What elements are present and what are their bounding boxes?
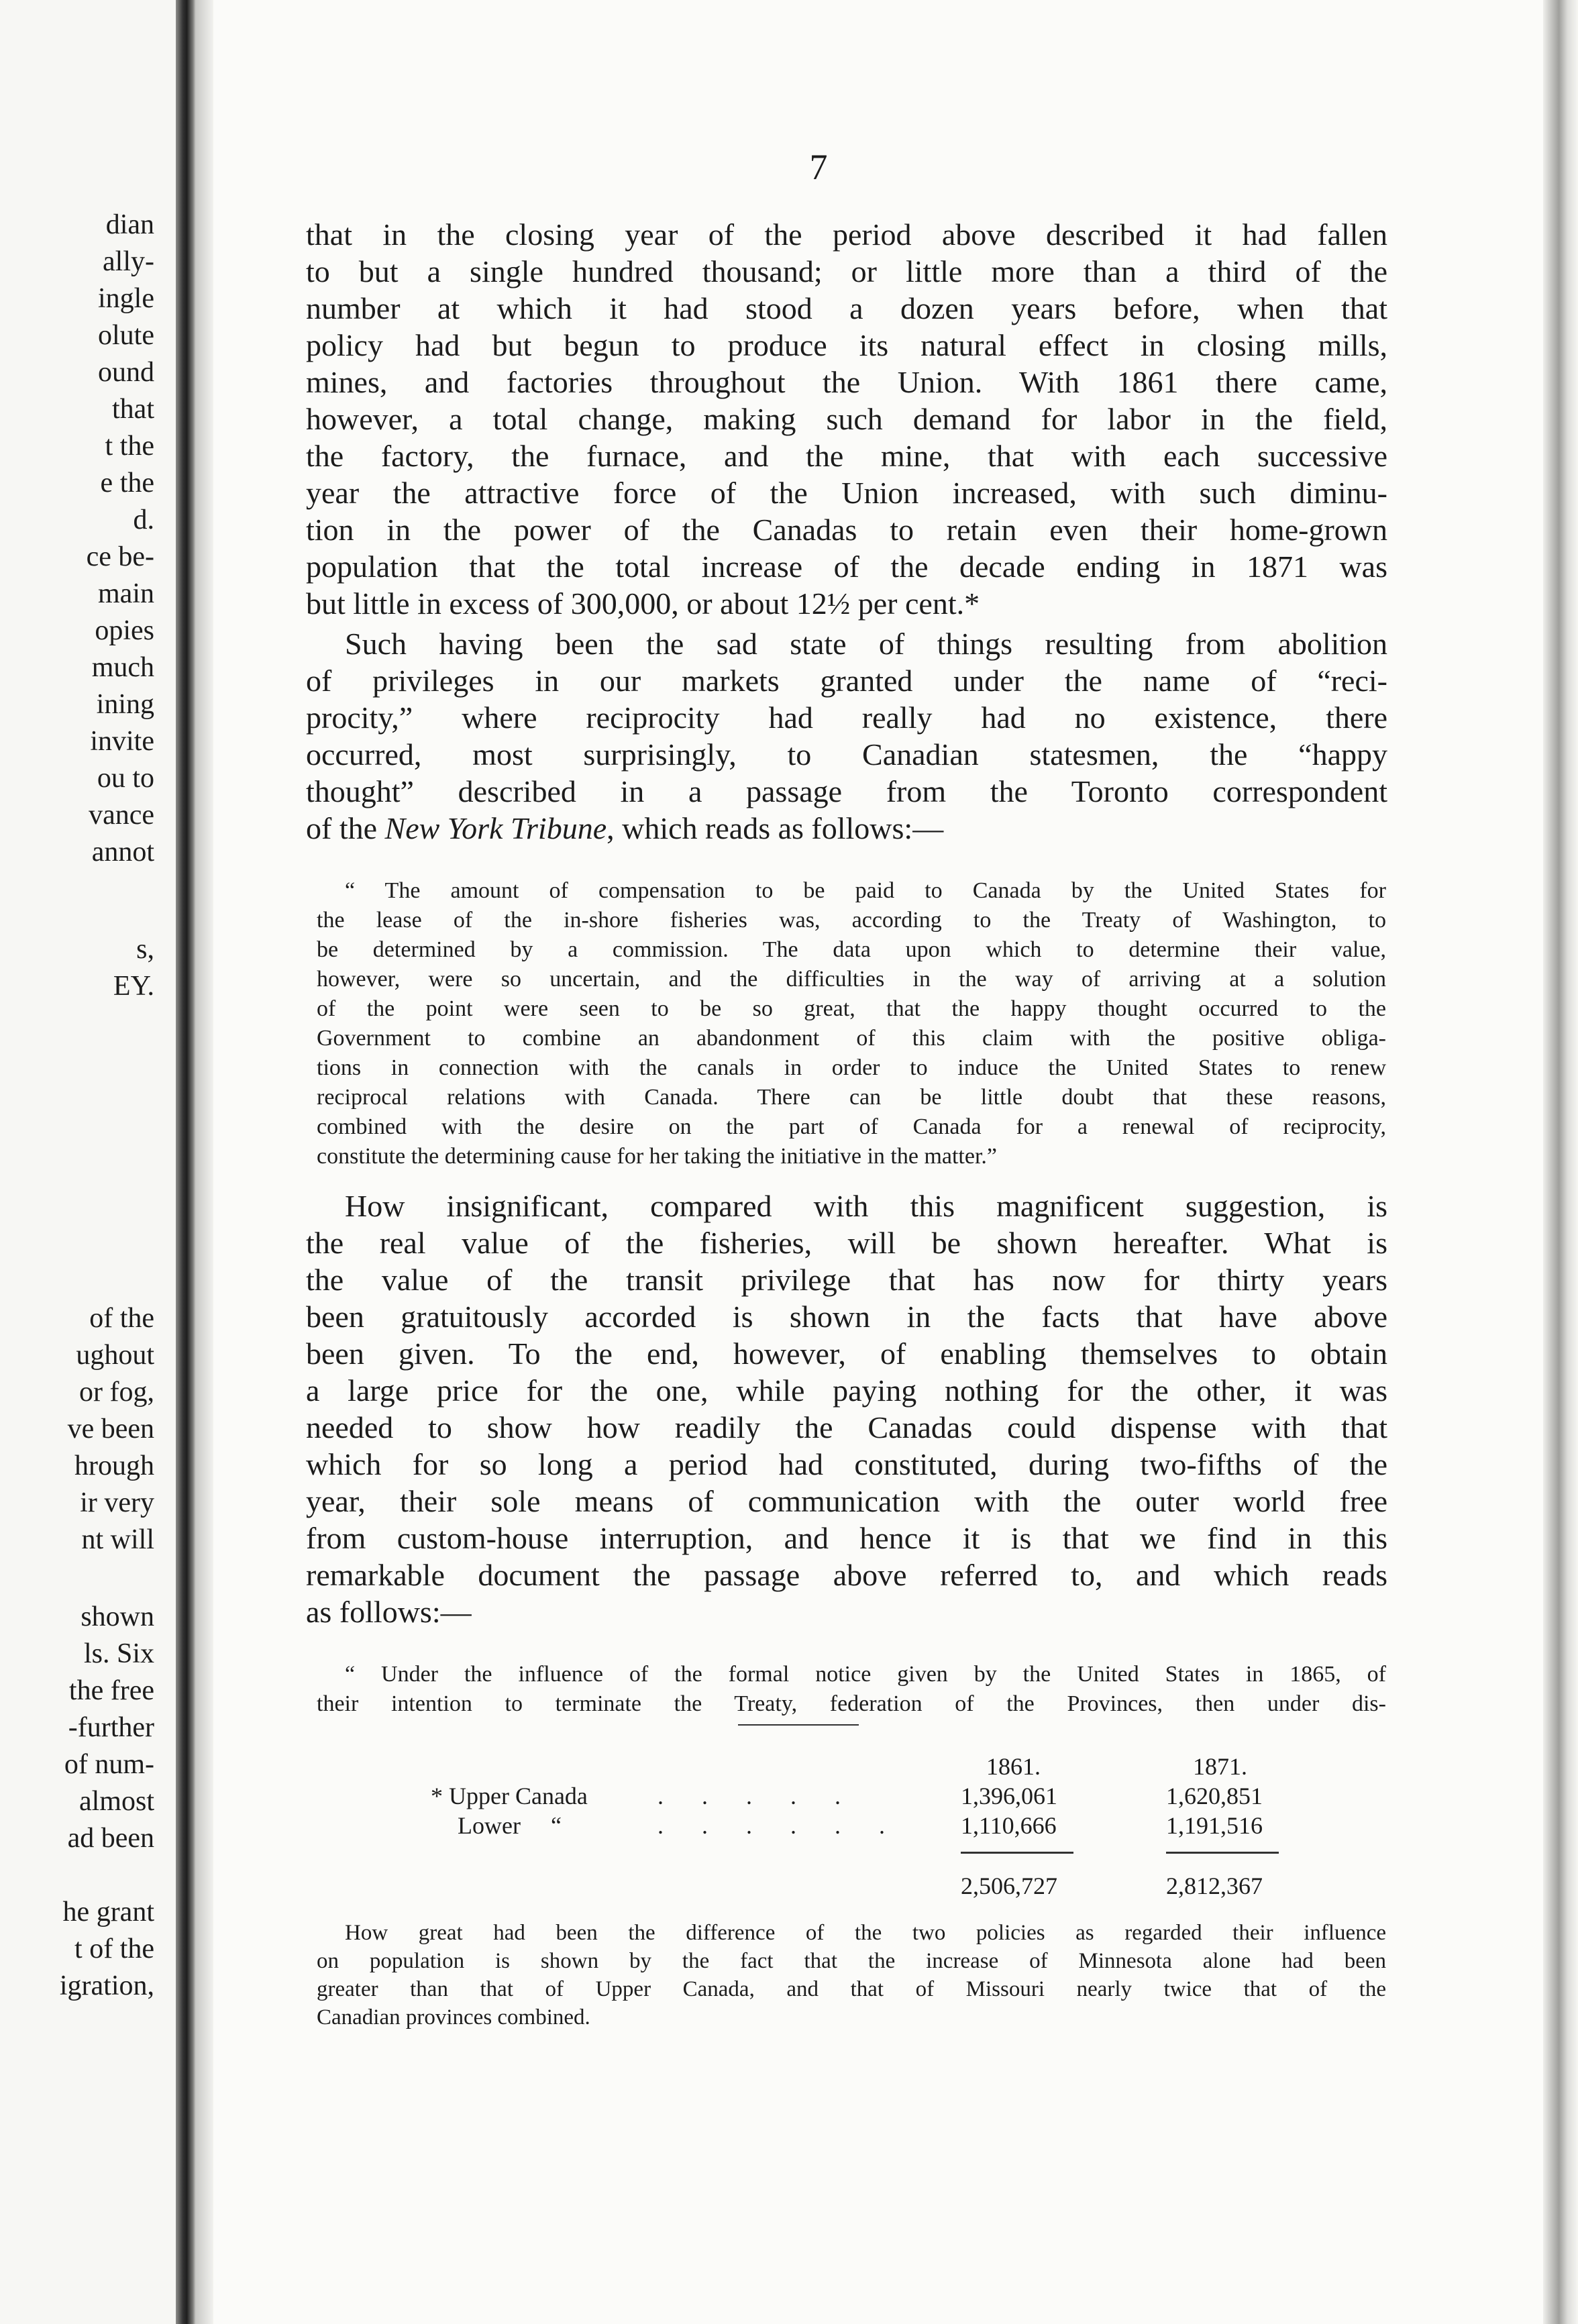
facing-page-fragment: of the	[89, 1303, 154, 1334]
facing-page-fragment: ughout	[76, 1340, 154, 1371]
facing-page-fragment: igration,	[59, 1970, 154, 2001]
text-before: of the	[306, 811, 385, 845]
facing-page-fragment: the free	[68, 1675, 154, 1706]
facing-page-fragment: ingle	[98, 283, 154, 314]
facing-page-fragment: ce be-	[86, 541, 154, 572]
text-line: How insignificant, compared with this magnificent suggestion, is	[345, 1189, 1387, 1223]
facing-page-fragment: invite	[90, 726, 154, 757]
text-line: be determined by a commission. The data upon which to determine their value,	[317, 937, 1386, 962]
text-line: of the point were seen to be so great, that the happy thought occurred to the	[317, 996, 1386, 1021]
facing-page-fragment: ls. Six	[83, 1638, 154, 1669]
facing-page-fragment: that	[112, 394, 154, 425]
upper-1871: 1,620,851	[1166, 1783, 1263, 1809]
facing-page-fragment: ou to	[97, 763, 154, 794]
text-line: “ Under the influence of the formal notice given by the United States in 1865, of	[345, 1662, 1386, 1687]
text-line: remarkable document the passage above referred to, and which reads	[306, 1558, 1387, 1592]
text-line: constitute the determining cause for her taking the initiative in the matter.”	[317, 1144, 998, 1169]
facing-page-fragment: t of the	[74, 1934, 154, 1964]
text-line: the lease of the in-shore fisheries was, according to the Treaty of Washington, to	[317, 908, 1386, 933]
facing-page-fragment: e the	[100, 468, 154, 498]
text-line: been given. To the end, however, of enabling themselves to obtain	[306, 1336, 1387, 1371]
footnote	[317, 1919, 1386, 2031]
text-line: number at which it had stood a dozen years before, when that	[306, 291, 1387, 325]
book-gutter	[176, 0, 196, 2324]
row-leaders-upper: . . . . .	[658, 1783, 857, 1809]
text-line: policy had but begun to produce its natural effect in closing mills,	[306, 328, 1387, 362]
facing-page-fragment: annot	[91, 837, 154, 867]
text-line: How great had been the difference of the two policies as regarded their influence	[345, 1921, 1386, 1945]
facing-page-fragment: ound	[98, 357, 154, 388]
facing-page-fragment: ir very	[80, 1487, 154, 1518]
facing-page-fragment: shown	[81, 1601, 154, 1632]
header-1861: 1861.	[986, 1753, 1041, 1780]
row-label-upper: * Upper Canada	[431, 1783, 588, 1809]
text-line: however, a total change, making such demand for labor in the field,	[306, 402, 1387, 436]
text-line: year the attractive force of the Union increased, with such diminu-	[306, 476, 1387, 510]
gutter-shadow	[196, 0, 213, 2324]
page-number: 7	[809, 147, 828, 187]
text-line: however, were so uncertain, and the difficulties in the way of arriving at a solution	[317, 967, 1386, 992]
text-line: tions in connection with the canals in order to induce the United States to renew	[317, 1055, 1386, 1080]
text-line: the factory, the furnace, and the mine, that with each successive	[306, 439, 1387, 473]
total-1871: 2,812,367	[1166, 1872, 1263, 1899]
paragraph-2	[306, 625, 1387, 847]
text-line: tion in the power of the Canadas to retain even their home-grown	[306, 513, 1387, 547]
facing-page-fragment: ad been	[67, 1823, 154, 1854]
sum-rule-1871	[1166, 1852, 1279, 1854]
upper-1861: 1,396,061	[961, 1783, 1057, 1809]
row-leaders-lower: . . . . . .	[658, 1812, 901, 1839]
text-line: the real value of the fisheries, will be shown hereafter. What is	[306, 1226, 1387, 1260]
quotation-2	[317, 1660, 1386, 1719]
facing-page-fragment: ining	[96, 689, 154, 720]
facing-page-fragment: EY.	[113, 971, 154, 1002]
text-line: thought” described in a passage from the Toronto correspondent	[306, 774, 1387, 808]
text-line: a large price for the one, while paying nothing for the other, it was	[306, 1373, 1387, 1408]
text-line: to but a single hundred thousand; or little more than a third of the	[306, 254, 1387, 288]
facing-page-fragment: olute	[98, 320, 154, 351]
text-line: from custom-house interruption, and hence it is that we find in this	[306, 1521, 1387, 1555]
text-line: that in the closing year of the period above described it had fallen	[306, 217, 1387, 252]
text-line: population that the total increase of the decade ending in 1871 was	[306, 549, 1387, 584]
facing-page-fragment: ally-	[103, 246, 154, 277]
row-label-lower: Lower “	[458, 1812, 562, 1839]
facing-page-fragment: almost	[79, 1786, 154, 1817]
header-1871: 1871.	[1193, 1753, 1247, 1780]
text-line: as follows:—	[306, 1595, 472, 1629]
text-line: on population is shown by the fact that the increase of Minnesota alone had been	[317, 1949, 1386, 1973]
facing-page-fragment: much	[91, 652, 154, 683]
paragraph-2-last-line	[306, 810, 1387, 847]
text-line: but little in excess of 300,000, or about 12½ per cent.*	[306, 586, 980, 621]
facing-page-fragment: hrough	[74, 1450, 154, 1481]
text-after: , which reads as follows:—	[607, 811, 944, 845]
quotation-1	[317, 876, 1386, 1171]
text-line: their intention to terminate the Treaty, federation of the Provinces, then under dis-	[317, 1691, 1386, 1716]
text-line: needed to show how readily the Canadas could dispense with that	[306, 1410, 1387, 1444]
facing-page-fragment: nt will	[81, 1524, 154, 1555]
text-line: “ The amount of compensation to be paid to Canada by the United States for	[345, 878, 1386, 903]
lower-1871: 1,191,516	[1166, 1812, 1263, 1839]
facing-page-fragment: opies	[95, 615, 154, 646]
paragraph-3	[306, 1187, 1387, 1630]
facing-page-fragment: -further	[68, 1712, 154, 1743]
text-line: of privileges in our markets granted under the name of “reci-	[306, 664, 1387, 698]
text-line: Government to combine an abandonment of this claim with the positive obliga-	[317, 1026, 1386, 1051]
text-line: year, their sole means of communication with the outer world free	[306, 1484, 1387, 1518]
facing-page-fragment: ve been	[67, 1414, 154, 1444]
newspaper-title: New York Tribune	[384, 811, 607, 845]
facing-page-fragment: or fog,	[79, 1377, 154, 1408]
text-line: reciprocal relations with Canada. There can be little doubt that these reasons,	[317, 1085, 1386, 1110]
facing-page-fragment: main	[98, 578, 154, 609]
facing-page-fragment: vance	[89, 800, 154, 831]
facing-page-fragment: s,	[136, 934, 154, 965]
text-line: the value of the transit privilege that has now for thirty years	[306, 1263, 1387, 1297]
total-1861: 2,506,727	[961, 1872, 1057, 1899]
facing-page-fragment: d.	[133, 505, 154, 535]
text-line: occurred, most surprisingly, to Canadian statesmen, the “happy	[306, 737, 1387, 772]
facing-page-fragment: dian	[105, 209, 154, 240]
facing-page-fragment: he grant	[62, 1897, 154, 1927]
paragraph-1	[306, 216, 1387, 622]
text-line: greater than that of Upper Canada, and that of Missouri nearly twice that of the	[317, 1977, 1386, 2001]
sum-rule-1861	[961, 1852, 1073, 1854]
lower-1861: 1,110,666	[961, 1812, 1057, 1839]
facing-page-fragment: t the	[105, 431, 154, 462]
text-line: Canadian provinces combined.	[317, 2005, 590, 2029]
facing-page-fragment: of num-	[64, 1749, 154, 1780]
text-line: mines, and factories throughout the Union. With 1861 there came,	[306, 365, 1387, 399]
census-table	[416, 1752, 1342, 1920]
text-line: procity,” where reciprocity had really had no existence, there	[306, 700, 1387, 735]
text-line: been gratuitously accorded is shown in the facts that have above	[306, 1300, 1387, 1334]
text-line: Such having been the sad state of things resulting from abolition	[345, 627, 1387, 661]
page-edge	[1543, 0, 1578, 2324]
text-line: combined with the desire on the part of Canada for a renewal of reciprocity,	[317, 1114, 1386, 1139]
text-line: which for so long a period had constituted, during two-fifths of the	[306, 1447, 1387, 1481]
section-rule	[738, 1724, 859, 1726]
